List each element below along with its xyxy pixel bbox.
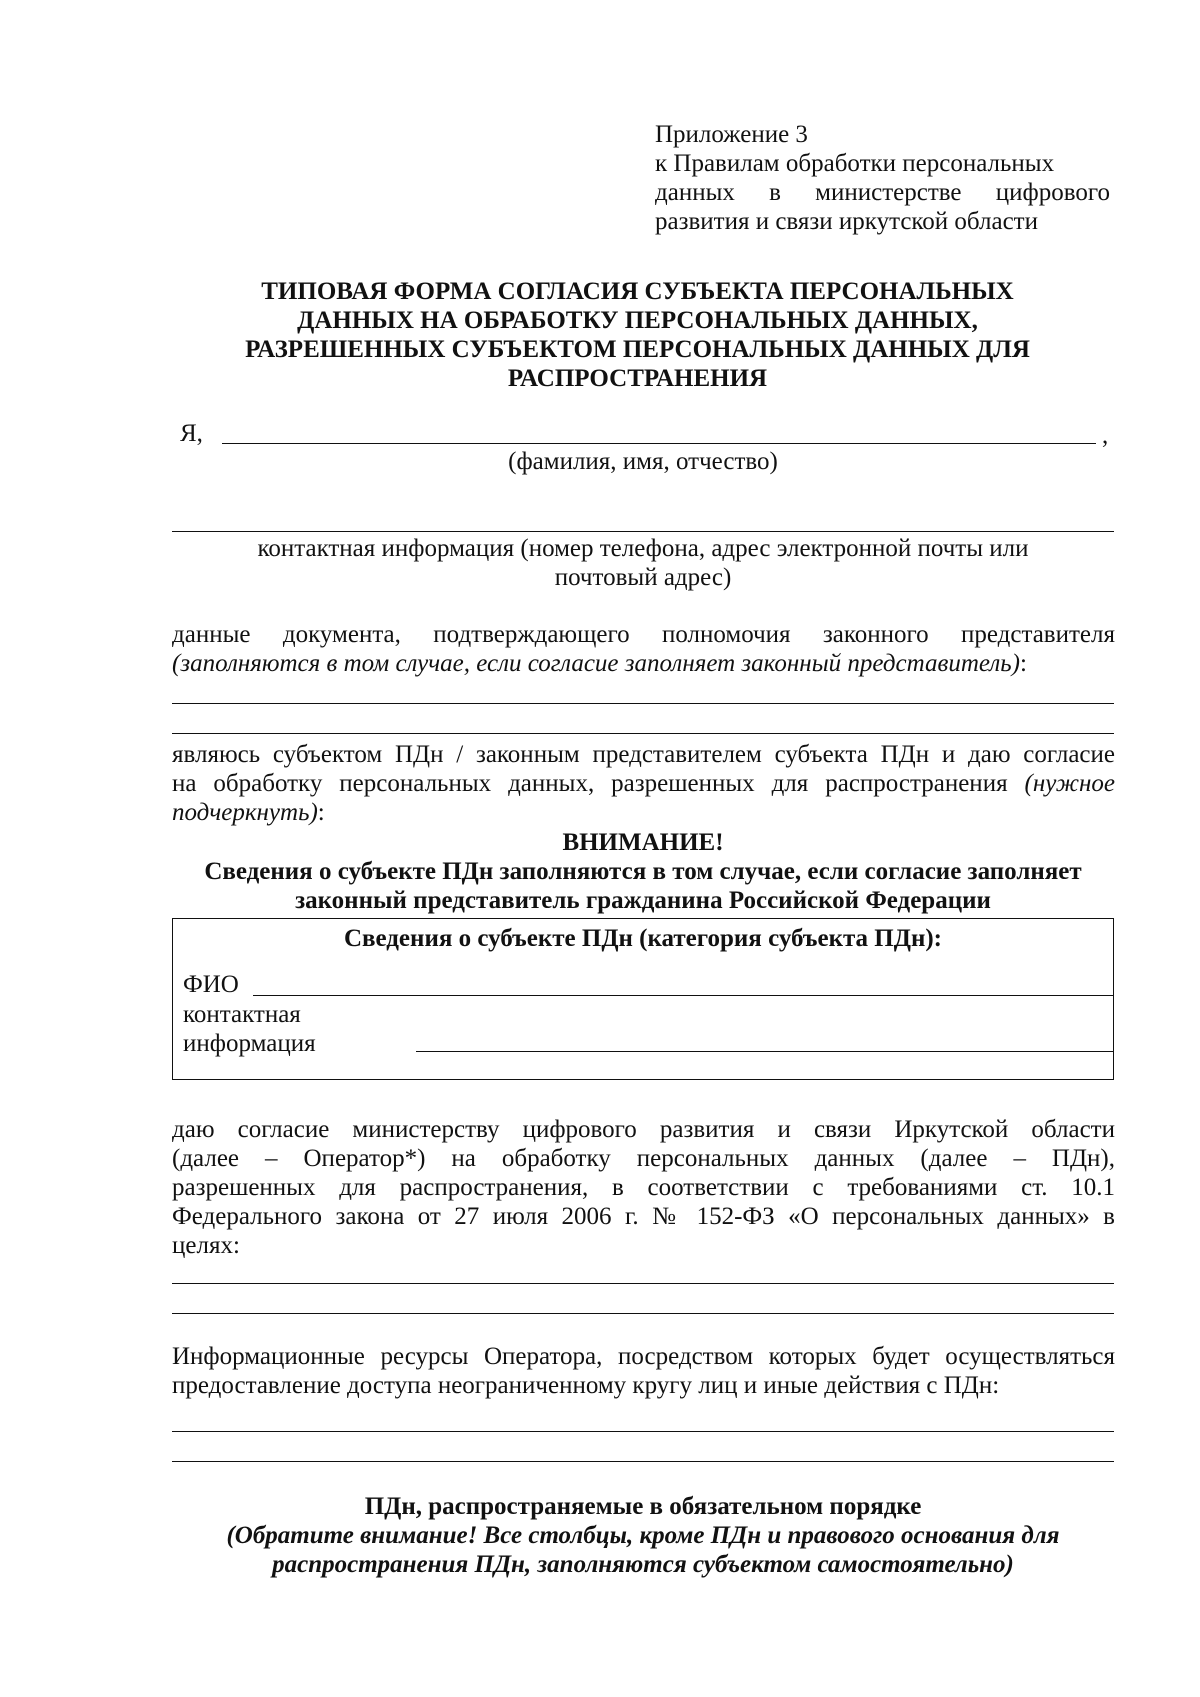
mandatory-note-line: распространения ПДн, заполняются субъектом самостоятельно): [272, 1551, 1014, 1578]
title-line: ДАННЫХ НА ОБРАБОТКУ ПЕРСОНАЛЬНЫХ ДАННЫХ,: [297, 307, 978, 334]
box-contact-input-line[interactable]: [416, 1051, 1114, 1052]
appendix-ref-line: к Правилам обработки персональных: [655, 150, 1055, 177]
resources-paragraph: [172, 1342, 1115, 1400]
contact-label-line: информация: [183, 1030, 316, 1057]
punctuation: :: [317, 799, 325, 826]
fio-label: ФИО: [183, 971, 239, 998]
name-prefix: Я,: [180, 420, 203, 447]
representative-doc-input-line[interactable]: [172, 703, 1114, 704]
contact-label: [183, 1000, 316, 1058]
statement-text: на обработку персональных данных, разрешенных для распространения: [172, 770, 1025, 797]
paragraph-line: являюсь субъектом ПДн / законным представителем субъекта ПДн и даю согласие: [172, 741, 1115, 768]
paragraph-line: целях:: [172, 1232, 240, 1259]
title-line: РАЗРЕШЕННЫХ СУБЪЕКТОМ ПЕРСОНАЛЬНЫХ ДАННЫХ ДЛЯ: [245, 336, 1030, 363]
mandatory-heading: ПДн, распространяемые в обязательном порядке: [364, 1493, 922, 1520]
paragraph-line: [172, 798, 1115, 827]
mandatory-note-line: (Обратите внимание! Все столбцы, кроме ПДн и правового основания для: [226, 1522, 1060, 1549]
mandatory-section: [172, 1492, 1114, 1579]
consent-paragraph: [172, 1115, 1115, 1260]
document-title: [170, 277, 1105, 393]
attention-heading: ВНИМАНИЕ!: [562, 829, 724, 856]
appendix-block: [655, 120, 1110, 236]
name-suffix: ,: [1102, 422, 1109, 449]
paragraph-line: Федерального закона от 27 июля 2006 г. № 152-ФЗ «О персональных данных» в: [172, 1203, 1115, 1230]
fio-input-line[interactable]: [253, 995, 1114, 996]
paragraph-line: [172, 769, 1115, 798]
paragraph-line: [172, 649, 1115, 678]
punctuation: :: [1019, 650, 1027, 677]
title-line: РАСПРОСТРАНЕНИЯ: [507, 365, 768, 392]
paragraph-line: данные документа, подтверждающего полномочия законного представителя: [172, 621, 1115, 648]
subject-box-heading: Сведения о субъекте ПДн (категория субъекта ПДн):: [343, 925, 943, 952]
contact-caption-line: контактная информация (номер телефона, адрес электронной почты или: [257, 535, 1029, 562]
paragraph-line: предоставление доступа неограниченному кругу лиц и иные действия с ПДн:: [172, 1372, 1000, 1399]
subject-statement: [172, 740, 1115, 827]
contact-label-line: контактная: [183, 1001, 301, 1028]
italic-note: подчеркнуть): [172, 799, 318, 826]
italic-note: (заполняются в том случае, если согласие заполняет законный представитель): [172, 650, 1020, 677]
paragraph-line: Информационные ресурсы Оператора, посредством которых будет осуществляться: [172, 1343, 1115, 1370]
appendix-ref-line: данных в министерстве цифрового: [655, 179, 1110, 206]
paragraph-line: разрешенных для распространения, в соответствии с требованиями ст. 10.1: [172, 1174, 1115, 1201]
paragraph-line: (далее – Оператор*) на обработку персональных данных (далее – ПДн),: [172, 1145, 1115, 1172]
contact-caption-line: почтовый адрес): [554, 564, 732, 591]
purpose-input-line[interactable]: [172, 1313, 1114, 1314]
contact-input-line[interactable]: [172, 531, 1114, 532]
attention-line: Сведения о субъекте ПДн заполняются в том случае, если согласие заполняет: [204, 858, 1082, 885]
contact-caption: [172, 534, 1114, 592]
resources-input-line[interactable]: [172, 1431, 1114, 1432]
resources-input-line[interactable]: [172, 1461, 1114, 1462]
name-caption: (фамилия, имя, отчество): [508, 448, 778, 475]
name-input-line[interactable]: [222, 443, 1096, 444]
title-line: ТИПОВАЯ ФОРМА СОГЛАСИЯ СУБЪЕКТА ПЕРСОНАЛЬНЫХ: [261, 278, 1014, 305]
attention-block: [172, 828, 1114, 915]
purpose-input-line[interactable]: [172, 1283, 1114, 1284]
italic-note: (нужное: [1024, 770, 1115, 797]
paragraph-line: даю согласие министерству цифрового развития и связи Иркутской области: [172, 1116, 1115, 1143]
representative-doc-input-line[interactable]: [172, 733, 1114, 734]
appendix-number: Приложение 3: [655, 121, 808, 148]
representative-doc-text: [172, 620, 1115, 678]
attention-line: законный представитель гражданина Российской Федерации: [295, 887, 991, 914]
appendix-ref-line: развития и связи иркутской области: [655, 208, 1038, 235]
